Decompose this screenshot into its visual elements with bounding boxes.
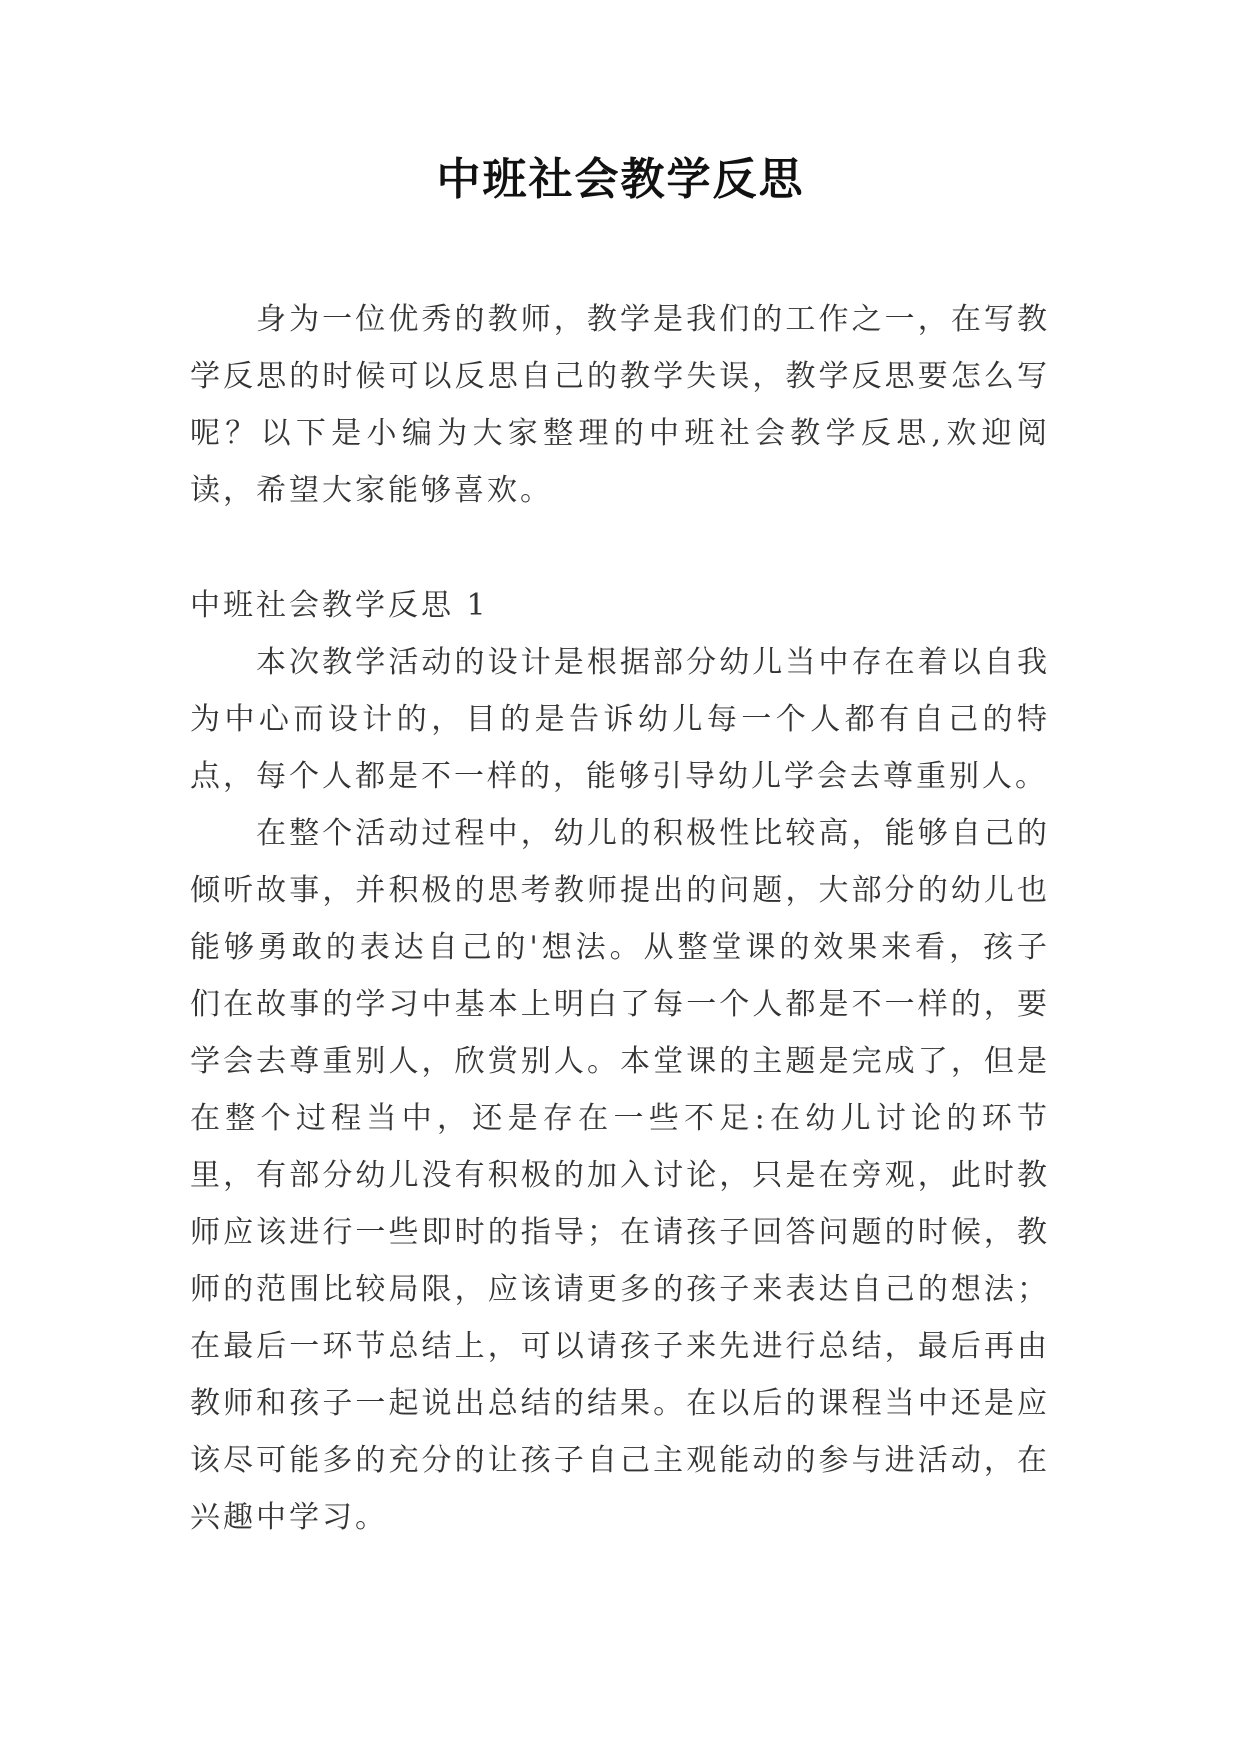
section-body <box>190 634 1050 1546</box>
intro-block <box>190 291 1050 519</box>
body-paragraph-2: 在整个活动过程中，幼儿的积极性比较高，能够自己的倾听故事，并积极的思考教师提出的问题，大部分的幼儿也能够勇敢的表达自己的'想法。从整堂课的效果来看，孩子们在故事的学习中基本上明白了每一个人都是不一样的，要学会去尊重别人，欣赏别人。本堂课的主题是完成了，但是在整个过程当中，还是存在一些不足:在幼儿讨论的环节里，有部分幼儿没有积极的加入讨论，只是在旁观，此时教师应该进行一些即时的指导；在请孩子回答问题的时候，教师的范围比较局限，应该请更多的孩子来表达自己的想法；在最后一环节总结上，可以请孩子来先进行总结，最后再由教师和孩子一起说出总结的结果。在以后的课程当中还是应该尽可能多的充分的让孩子自己主观能动的参与进活动，在兴趣中学习。 <box>190 816 1050 1535</box>
body-paragraph-1: 本次教学活动的设计是根据部分幼儿当中存在着以自我为中心而设计的，目的是告诉幼儿每一个人都有自己的特点，每个人都是不一样的，能够引导幼儿学会去尊重别人。 <box>190 645 1050 794</box>
intro-paragraph: 身为一位优秀的教师，教学是我们的工作之一，在写教学反思的时候可以反思自己的教学失误，教学反思要怎么写呢？以下是小编为大家整理的中班社会教学反思,欢迎阅读，希望大家能够喜欢。 <box>190 302 1050 508</box>
document-title: 中班社会教学反思 <box>436 154 805 205</box>
section-heading: 中班社会教学反思 1 <box>190 588 489 623</box>
